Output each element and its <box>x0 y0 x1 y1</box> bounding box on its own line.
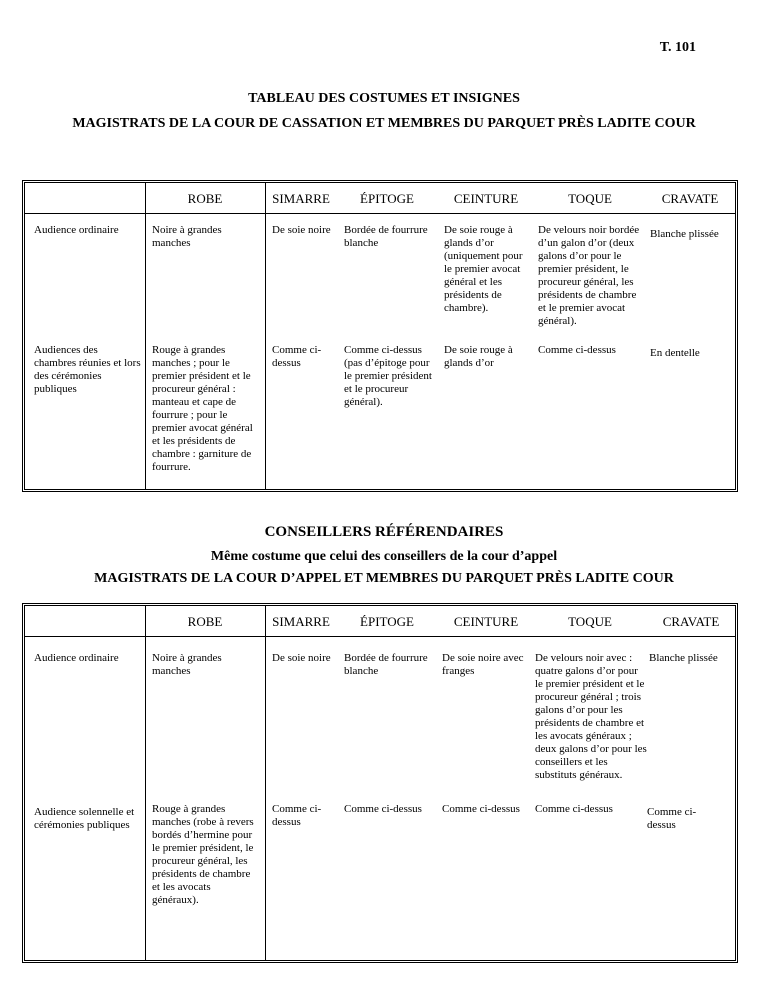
row-label: Audience solennelle et cérémonies publiques <box>34 806 135 831</box>
column-header-toque: TOQUE <box>568 191 612 206</box>
column-header-simarre: SIMARRE <box>272 614 330 629</box>
cell-ceinture: Comme ci-dessus <box>442 803 520 815</box>
column-header-toque: TOQUE <box>568 614 612 629</box>
column-header-epitoge: ÉPITOGE <box>360 614 414 629</box>
table-cour-d-appel <box>22 603 738 963</box>
cell-toque: De velours noir bordée d’un galon d’or (deux galons d’or pour le premier président, le procureur général, les présidents de chambre et le premier avocat général). <box>538 224 640 327</box>
column-divider <box>145 183 146 489</box>
cell-epitoge: Comme ci-dessus <box>344 803 422 815</box>
cell-ceinture: De soie noire avec franges <box>442 652 524 677</box>
cell-robe: Noire à grandes manches <box>152 652 222 677</box>
section2-note: Même costume que celui des conseillers de la cour d’appel <box>210 549 558 564</box>
column-divider <box>145 606 146 960</box>
cell-simarre: De soie noire <box>272 224 331 236</box>
cell-toque: De velours noir avec : quatre galons d’or pour le premier président et le procureur général ; trois galons d’or pour les présidents de chambre et les avocats généraux ; deux galons d’or pour les conseillers et les substituts généraux. <box>535 652 647 781</box>
section2-title: CONSEILLERS RÉFÉRENDAIRES <box>264 524 504 540</box>
column-header-simarre: SIMARRE <box>272 191 330 206</box>
cell-simarre: Comme ci-dessus <box>272 803 322 828</box>
cell-ceinture: De soie rouge à glands d’or <box>444 344 513 369</box>
section2-subtitle: MAGISTRATS DE LA COUR D’APPEL ET MEMBRES DU PARQUET PRÈS LADITE COUR <box>94 571 674 586</box>
page-number: T. 101 <box>659 40 696 55</box>
cell-epitoge: Comme ci-dessus (pas d’épitoge pour le premier président et le procureur général). <box>344 344 432 408</box>
column-header-ceinture: CEINTURE <box>453 614 519 629</box>
cell-robe: Rouge à grandes manches (robe à revers bordés d’hermine pour le premier président, le procureur général, les présidents de chambre et les avocats généraux). <box>152 803 254 906</box>
cell-robe: Rouge à grandes manches ; pour le premier président et le procureur général : manteau et cape de fourrure ; pour le premier avocat général et les présidents de chambre : garniture de fourrure. <box>152 344 253 473</box>
column-header-cravate: CRAVATE <box>661 191 719 206</box>
section1-subtitle: MAGISTRATS DE LA COUR DE CASSATION ET MEMBRES DU PARQUET PRÈS LADITE COUR <box>72 116 696 131</box>
cell-ceinture: De soie rouge à glands d’or (uniquement pour le premier avocat général et les présidents de chambre). <box>444 224 523 314</box>
table-cour-de-cassation <box>22 180 738 492</box>
cell-cravate: Comme ci-dessus <box>647 806 697 831</box>
column-header-ceinture: CEINTURE <box>453 191 519 206</box>
cell-toque: Comme ci-dessus <box>535 803 613 815</box>
cell-epitoge: Bordée de fourrure blanche <box>344 652 428 677</box>
cell-simarre: De soie noire <box>272 652 331 664</box>
cell-epitoge: Bordée de fourrure blanche <box>344 224 428 249</box>
cell-cravate: Blanche plissée <box>650 228 719 240</box>
cell-simarre: Comme ci-dessus <box>272 344 322 369</box>
cell-cravate: En dentelle <box>650 347 700 359</box>
table-title: TABLEAU DES COSTUMES ET INSIGNES <box>248 91 520 106</box>
column-header-robe: ROBE <box>187 191 223 206</box>
cell-toque: Comme ci-dessus <box>538 344 616 356</box>
row-label: Audience ordinaire <box>34 652 119 664</box>
row-label: Audiences des chambres réunies et lors des cérémonies publiques <box>34 344 141 395</box>
column-header-epitoge: ÉPITOGE <box>360 191 414 206</box>
cell-cravate: Blanche plissée <box>649 652 718 664</box>
column-header-cravate: CRAVATE <box>662 614 720 629</box>
column-divider <box>265 606 266 960</box>
column-divider <box>265 183 266 489</box>
cell-robe: Noire à grandes manches <box>152 224 222 249</box>
column-header-robe: ROBE <box>187 614 223 629</box>
row-label: Audience ordinaire <box>34 224 119 236</box>
